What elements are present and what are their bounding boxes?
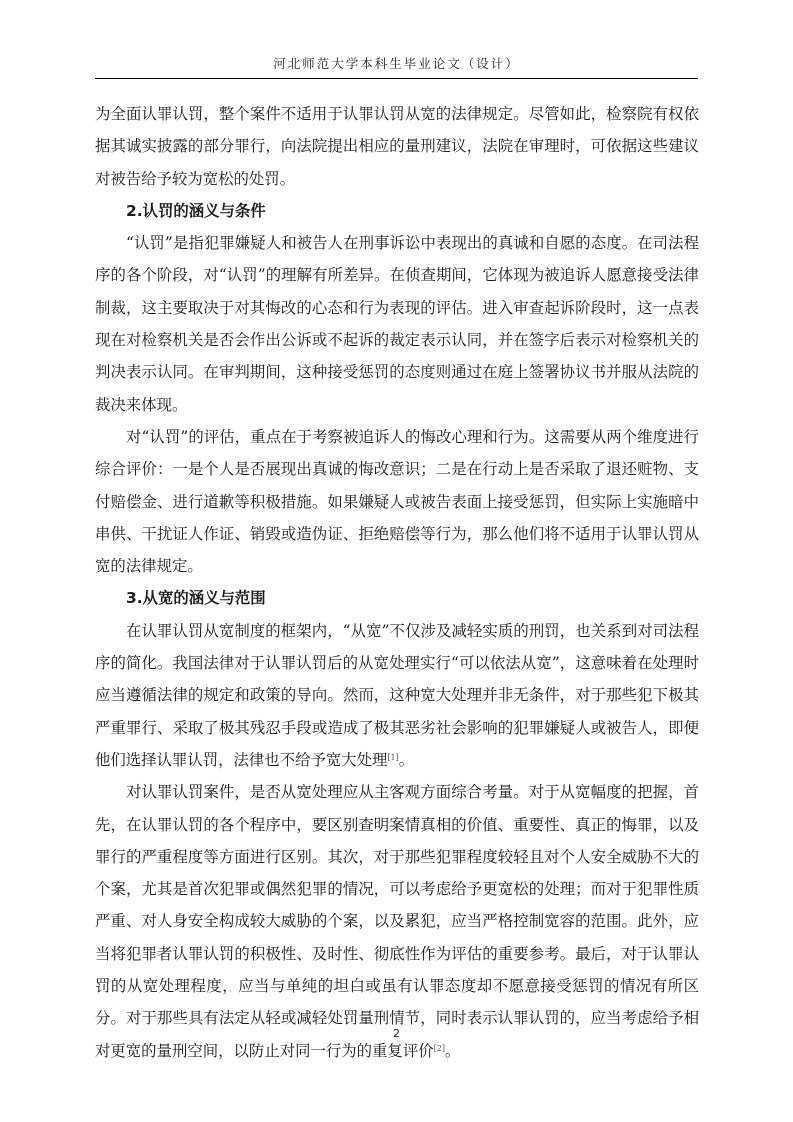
paragraph: “认罚”是指犯罪嫌疑人和被告人在刑事诉讼中表现出的真诚和自愿的态度。在司法程序的各个阶段，对“认罚”的理解有所差异。在侦查期间，它体现为被追诉人愿意接受法律制裁，这主要取决于对其悔改的心态和行为表现的评估。进入审查起诉阶段时，这一点表现在对检察机关是否会作出公诉或不起诉的裁定表示认同，并在签字后表示对检察机关的判决表示认同。在审判期间，这种接受惩罚的态度则通过在庭上签署协议书并服从法院的裁决来体现。 <box>95 234 699 414</box>
citation-ref[interactable]: [2] <box>433 1043 445 1053</box>
paragraph-end: 。 <box>398 750 415 769</box>
paragraph-text: 对认罪认罚案件，是否从宽处理应从主客观方面综合考量。对于从宽幅度的把握，首先，在认罪认罚的各个程序中，要区别查明案情真相的价值、重要性、真正的悔罪，以及罪行的严重程度等方面进行区别。其次，对于那些犯罪程度较轻且对个人安全威胁不大的个案，尤其是首次犯罪或偶然犯罪的情况，可以考虑给予更宽松的处理；而对于犯罪性质严重、对人身安全构成较大威胁的个案，以及累犯，应当严格控制宽容的范围。此外，应当将犯罪者认罪认罚的积极性、及时性、彻底性作为评估的重要参考。最后，对于认罪认罚的从宽处理程度，应当与单纯的坦白或虽有认罪态度却不愿意接受惩罚的情况有所区分。对于那些具有法定从轻或减轻处罚量刑情节，同时表示认罪认罚的，应当考虑给予相对更宽的量刑空间，以防止对同一行为的重复评价 <box>95 783 699 1060</box>
body-text <box>95 98 699 1067</box>
section-heading: 3.从宽的涵义与范围 <box>126 589 266 608</box>
paragraph <box>95 776 699 1067</box>
citation-ref[interactable]: [1] <box>387 752 399 762</box>
page-number: 2 <box>393 1027 400 1040</box>
paragraph-text: 在认罪认罚从宽制度的框架内，“从宽”不仅涉及减轻实质的刑罚，也关系到对司法程序的简化。我国法律对于认罪认罚后的从宽处理实行“可以依法从宽”，这意味着在处理时应当遵循法律的规定和政策的导向。然而，这种宽大处理并非无条件，对于那些犯下极其严重罪行、采取了极其残忍手段或造成了极其恶劣社会影响的犯罪嫌疑人或被告人，即便他们选择认罪认罚，法律也不给予宽大处理 <box>95 621 699 769</box>
paragraph: 对“认罚”的评估，重点在于考察被追诉人的悔改心理和行为。这需要从两个维度进行综合评价：一是个人是否展现出真诚的悔改意识；二是在行动上是否采取了退还赃物、支付赔偿金、进行道歉等积极措施。如果嫌疑人或被告表面上接受惩罚，但实际上实施暗中串供、干扰证人作证、销毁或造伪证、拒绝赔偿等行为，那么他们将不适用于认罪认罚从宽的法律规定。 <box>95 427 699 576</box>
paragraph: 为全面认罪认罚，整个案件不适用于认罪认罚从宽的法律规定。尽管如此，检察院有权依据其诚实披露的部分罪行，向法院提出相应的量刑建议，法院在审理时，可依据这些建议对被告给予较为宽松的处罚。 <box>95 105 699 188</box>
section-heading: 2.认罚的涵义与条件 <box>126 201 266 220</box>
paragraph <box>95 615 699 776</box>
page-header: 河北师范大学本科生毕业论文（设计） <box>95 54 698 79</box>
paragraph-end: 。 <box>444 1041 461 1060</box>
